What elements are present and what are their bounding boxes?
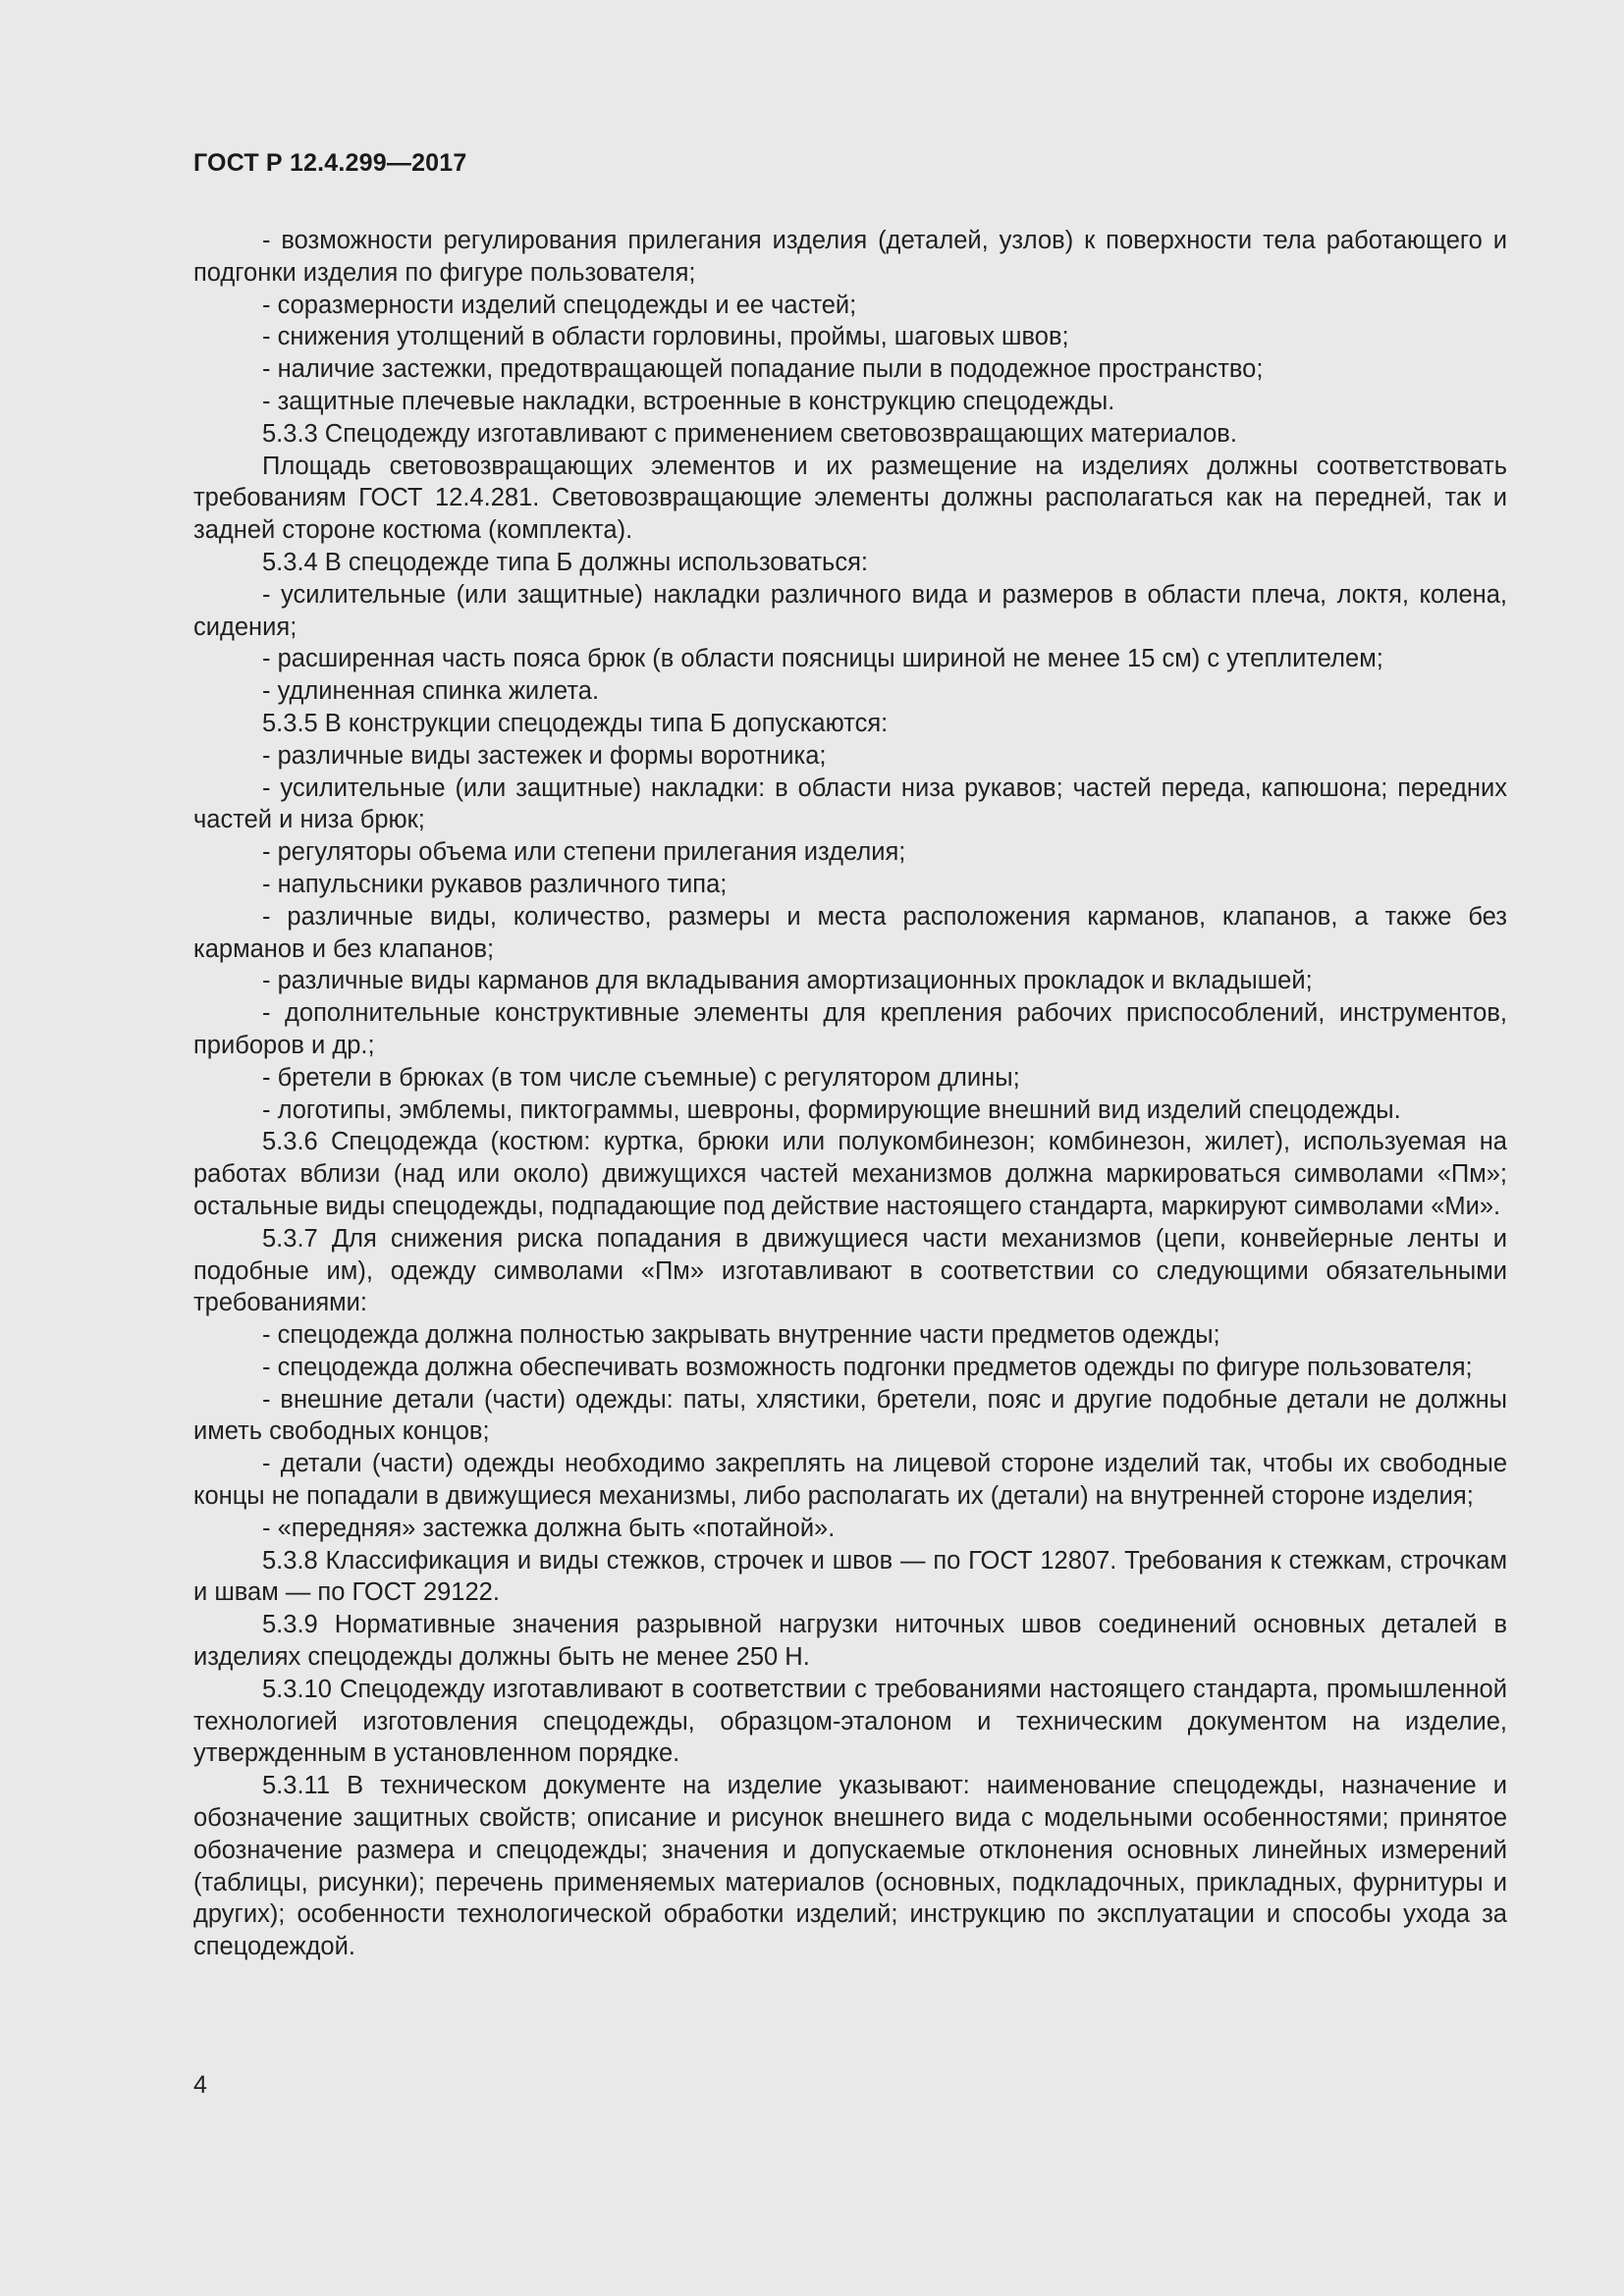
- paragraph: - внешние детали (части) одежды: паты, хлястики, бретели, пояс и другие подобные детали не должны иметь свободных концов;: [193, 1385, 1507, 1446]
- paragraph: - спецодежда должна полностью закрывать внутренние части предметов одежды;: [262, 1321, 1220, 1350]
- paragraph: Площадь световозвращающих элементов и их размещение на изделиях должны соответствовать требованиям ГОСТ 12.4.281. Световозвращающие элементы должны располагаться как на передней, так и задней стороне костюма (комплекта).: [193, 452, 1507, 545]
- paragraph: - усилительные (или защитные) накладки различного вида и размеров в области плеча, локтя, колена, сидения;: [193, 580, 1507, 641]
- paragraph: - дополнительные конструктивные элементы для крепления рабочих приспособлений, инструментов, приборов и др.;: [193, 999, 1507, 1059]
- paragraph: - защитные плечевые накладки, встроенные в конструкцию спецодежды.: [262, 387, 1115, 415]
- section-5-3-5: 5.3.5 В конструкции спецодежды типа Б допускаются:: [262, 709, 889, 737]
- paragraph: - снижения утолщений в области горловины, проймы, шаговых швов;: [262, 323, 1069, 351]
- section-5-3-7: 5.3.7 Для снижения риска попадания в движущиеся части механизмов (цепи, конвейерные ленты и подобные им), одежду символами «Пм» изготавливают в соответствии со следующими обязательными требованиями:: [193, 1224, 1507, 1317]
- paragraph: - «передняя» застежка должна быть «потайной».: [262, 1514, 836, 1542]
- paragraph: - регуляторы объема или степени прилегания изделия;: [262, 838, 906, 867]
- section-5-3-3: 5.3.3 Спецодежду изготавливают с применением световозвращающих материалов.: [262, 419, 1237, 448]
- paragraph: - логотипы, эмблемы, пиктограммы, шевроны, формирующие внешний вид изделий спецодежды.: [262, 1095, 1401, 1124]
- paragraph: - удлиненная спинка жилета.: [262, 677, 600, 706]
- section-5-3-10: 5.3.10 Спецодежду изготавливают в соответствии с требованиями настоящего стандарта, промышленной технологией изготовления спецодежды, образцом-эталоном и техническим документом на изделие, утвержденным в установленном порядке.: [193, 1675, 1507, 1768]
- section-5-3-8: 5.3.8 Классификация и виды стежков, строчек и швов — по ГОСТ 12807. Требования к стежкам, строчкам и швам — по ГОСТ 29122.: [193, 1546, 1507, 1607]
- page-number: 4: [193, 2071, 207, 2099]
- paragraph: - детали (части) одежды необходимо закреплять на лицевой стороне изделий так, чтобы их свободные концы не попадали в движущиеся механизмы, либо располагать их (детали) на внутренней стороне изделия;: [193, 1450, 1507, 1511]
- paragraph: - различные виды, количество, размеры и места расположения карманов, клапанов, а также без карманов и без клапанов;: [193, 902, 1507, 963]
- paragraph: - спецодежда должна обеспечивать возможность подгонки предметов одежды по фигуре пользователя;: [262, 1353, 1473, 1381]
- section-5-3-9: 5.3.9 Нормативные значения разрывной нагрузки ниточных швов соединений основных деталей в изделиях спецодежды должны быть не менее 250 Н.: [193, 1611, 1507, 1672]
- document-body: [193, 225, 1507, 1963]
- paragraph: - соразмерности изделий спецодежды и ее частей;: [262, 291, 857, 319]
- document-header: ГОСТ Р 12.4.299—2017: [193, 149, 467, 177]
- paragraph: - усилительные (или защитные) накладки: в области низа рукавов; частей переда, капюшона; передних частей и низа брюк;: [193, 774, 1507, 834]
- paragraph: - наличие застежки, предотвращающей попадание пыли в пододежное пространство;: [262, 355, 1264, 384]
- paragraph: - напульсники рукавов различного типа;: [262, 870, 728, 898]
- section-5-3-4: 5.3.4 В спецодежде типа Б должны использоваться:: [262, 548, 868, 576]
- paragraph: - возможности регулирования прилегания изделия (деталей, узлов) к поверхности тела работающего и подгонки изделия по фигуре пользователя;: [193, 227, 1507, 287]
- paragraph: - бретели в брюках (в том числе съемные) с регулятором длины;: [262, 1063, 1020, 1092]
- section-5-3-6: 5.3.6 Спецодежда (костюм: куртка, брюки или полукомбинезон; комбинезон, жилет), используемая на работах вблизи (над или около) движущихся частей механизмов должна маркироваться символами «Пм»; остальные виды спецодежды, подпадающие под действие настоящего стандарта, маркируют символами «Ми».: [193, 1128, 1507, 1220]
- paragraph: - расширенная часть пояса брюк (в области поясницы шириной не менее 15 см) с утеплителем;: [262, 645, 1383, 673]
- paragraph: - различные виды карманов для вкладывания амортизационных прокладок и вкладышей;: [262, 967, 1313, 995]
- paragraph: - различные виды застежек и формы воротника;: [262, 741, 827, 770]
- section-5-3-11: 5.3.11 В техническом документе на изделие указывают: наименование спецодежды, назначение и обозначение защитных свойств; описание и рисунок внешнего вида с модельными особенностями; принятое обозначение размера и спецодежды; значения и допускаемые отклонения основных линейных измерений (таблицы, рисунки); перечень применяемых материалов (основных, подкладочных, прикладных, фурнитуры и других); особенности технологической обработки изделий; инструкцию по эксплуатации и способы ухода за спецодеждой.: [193, 1772, 1507, 1961]
